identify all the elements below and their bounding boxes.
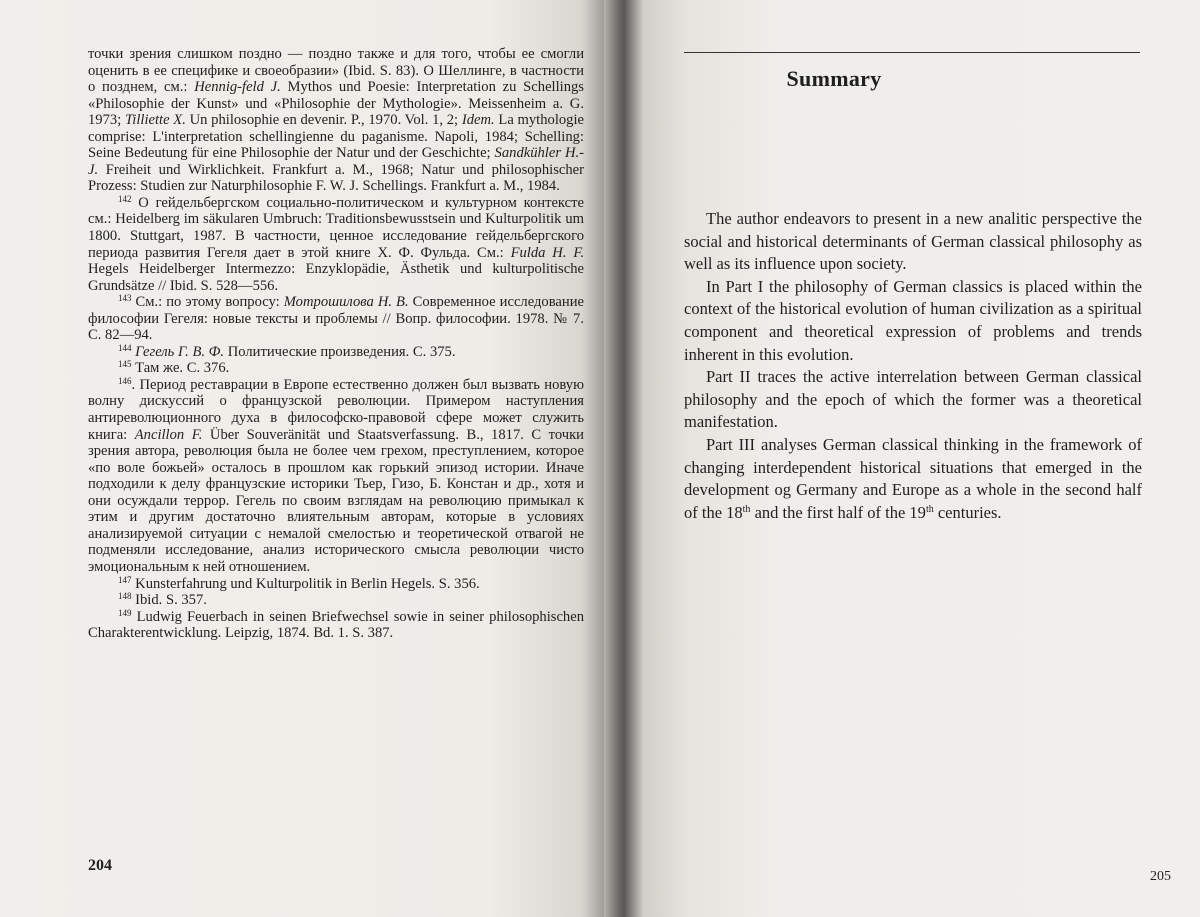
summary-paragraph [684, 276, 1142, 366]
footnote-149 [88, 609, 584, 642]
footnote-148 [88, 592, 584, 609]
header-rule [684, 52, 1140, 53]
italic-author: Sandkühler H.-J. [88, 145, 585, 178]
text-run: centuries. [933, 502, 1002, 522]
footnote-number: 145 [118, 359, 132, 370]
footnote-147 [88, 576, 584, 593]
summary-paragraph [684, 434, 1142, 524]
text-run: точки зрения слишком поздно — поздно также и для того, чтобы ее смогли оценить в ее специфике и своеобразии» (Ibid. S. 83). О Шеллинге, в частности о позднем, см.: [88, 46, 584, 96]
text-run: La mythologie comprise: L'interpretation schellingienne du paganisme. Napoli, 1984; Schelling: Seine Bedeutung für eine Philosophie der Natur und der Geschichte; [88, 112, 585, 162]
text-run: Политические произведения. С. 375. [224, 343, 456, 360]
summary-paragraph [684, 208, 1142, 276]
book-gutter [604, 0, 644, 917]
summary-text [684, 208, 1142, 524]
footnote-number: 144 [118, 342, 132, 353]
footnote-number: 143 [118, 293, 132, 304]
text-run: См.: по этому вопросу: [131, 294, 284, 311]
superscript: th [742, 503, 751, 515]
italic-author: Гегель Г. В. Ф. [135, 343, 225, 360]
page-number-left: 204 [88, 857, 112, 874]
italic-author: Tilliette X. [124, 112, 186, 129]
text-run: Part II traces the active interrelation between German classical philosophy and the epoch of which the former was a theoretical manifestation. [684, 367, 1142, 432]
footnote-number: 149 [118, 607, 132, 618]
footnote-continued [88, 46, 584, 195]
footnote-number: 147 [118, 574, 132, 585]
text-run: Ibid. S. 357. [131, 592, 207, 609]
footnote-144 [88, 344, 584, 361]
footnote-146 [88, 377, 584, 576]
text-run: In Part I the philosophy of German classics is placed within the context of the historical evolution of human civilization as a spiritual component and theoretical expression of problems and trends inherent in this evolution. [684, 276, 1142, 364]
footnote-number: 148 [118, 591, 132, 602]
text-run: Un philosophie en devenir. P., 1970. Vol. 1, 2; [185, 112, 462, 129]
text-run: and the first half of the 19 [750, 502, 926, 522]
text-run: . Период реставрации в Европе естественно должен был вызвать новую волну дискуссий о французской революции. Примером наступления антиреволюционного духа в философско-правовой сфере может служить книга: [88, 376, 584, 443]
italic-author: Ancillon F. [134, 426, 203, 443]
page-number-right: 205 [1150, 869, 1171, 884]
italic-author: Hennig-feld J. [194, 79, 281, 96]
text-run: The author endeavors to present in a new analitic perspective the social and historical determinants of German classical philosophy as well as its influence upon society. [684, 209, 1142, 274]
text-run: Hegels Heidelberger Intermezzo: Enzyklopädie, Ästhetik und kulturpolitische Grundsätze // Ibid. S. 528—556. [88, 261, 584, 294]
text-run: Mythos und Poesie: Interpretation zu Schellings «Philosophie der Kunst» und «Philosophie der Mythologie». Meissenheim a. G. 1973; [88, 79, 584, 129]
summary-paragraph [684, 366, 1142, 434]
footnotes-block [88, 46, 584, 642]
text-run: Über Souveränität und Staatsverfassung. B., 1817. С точки зрения автора, революция была не более чем грехом, преступлением, которое «по воле божьей» осталось в прошлом как горький эпизод истории. Иначе подходили к делу французские историки Тьер, Гизо, Б. Констан и др., хотя и они осуждали террор. Гегель по своим взглядам на революцию примыкал к этим и другим достаточно влиятельным авторам, которые в условиях анализируемой ситуации с немалой смелостью и теоретической отвагой не подменяли исследование, анализ исторического смысла революции чисто эмоциональным к ней отношением. [88, 426, 584, 575]
footnote-145 [88, 360, 584, 377]
superscript: th [925, 503, 934, 515]
text-run: Freiheit und Wirklichkeit. Frankfurt a. M., 1968; Natur und philosophischer Prozess: Studien zur Naturphilosophie F. W. J. Schellings. Frankfurt a. M., 1984. [88, 161, 584, 195]
italic-author: Fulda H. F. [510, 244, 584, 261]
footnote-number: 142 [118, 193, 132, 204]
summary-title: Summary [786, 66, 882, 91]
text-run: О гейдельбергском социально-политическом и культурном контексте см.: Heidelberg im säkularen Umbruch: Traditionsbewusstsein und Kulturpolitik um 1800. Stuttgart, 1987. В частности, ценное исследование гейдельбергского периода развития Гегеля дает в этой книге Х. Ф. Фульда. См.: [88, 194, 584, 261]
footnote-number: 146 [118, 375, 132, 386]
text-run: Современное исследование философии Гегеля: новые тексты и проблемы // Вопр. философии. 1978. № 7. С. 82—94. [88, 294, 584, 344]
text-run: Ludwig Feuerbach in seinen Briefwechsel sowie in seiner philosophischen Charakterentwicklung. Leipzig, 1874. Bd. 1. S. 387. [88, 608, 584, 642]
text-run: Там же. С. 376. [131, 360, 230, 377]
footnote-142 [88, 195, 584, 294]
text-run: Part III analyses German classical thinking in the framework of changing interdependent historical situations that emerged in the development og Germany and Europe as a whole in the second half of the 18 [684, 434, 1142, 522]
text-run: Kunsterfahrung und Kulturpolitik in Berlin Hegels. S. 356. [131, 575, 480, 592]
italic-author: Idem. [461, 112, 495, 129]
footnote-143 [88, 294, 584, 344]
italic-author: Мотрошилова Н. В. [283, 294, 409, 311]
